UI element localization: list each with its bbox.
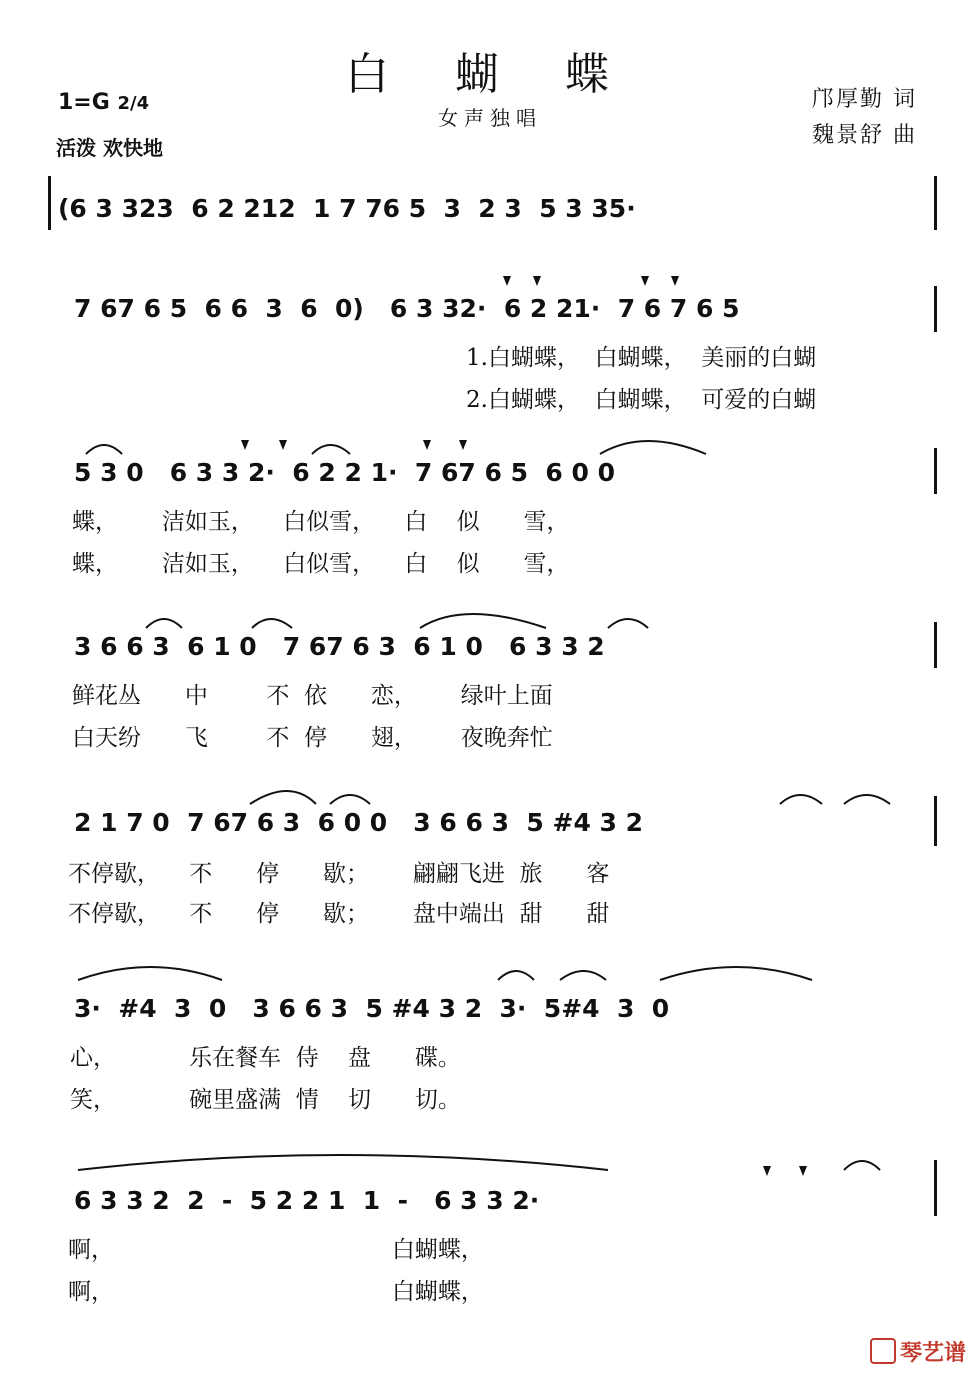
notation-row-6: 3· #4 3 0 3 6 6 3 5 #4 3 2 3· 5#4 3 0 [74, 994, 670, 1023]
key-label: 1=G [58, 90, 110, 115]
accent-mark [279, 440, 287, 450]
lyric-row-5-verse-2: 不停歇， 不 停 歇； 盘中端出 甜 甜 [68, 901, 610, 927]
lyric-row-7-verse-1: 啊， 白蝴蝶， [68, 1237, 484, 1263]
slur-mark [146, 619, 182, 628]
watermark-text: 琴艺谱 [899, 1341, 966, 1366]
lyric-row-6-verse-2: 笑， 碗里盛满 情 切 切。 [70, 1087, 461, 1113]
notation-row-7: 6 3 3 2 2 - 5 2 2 1 1 - 6 3 3 2· [74, 1186, 540, 1215]
accent-mark [503, 276, 511, 286]
notation-row-1: (6 3 323 6 2 212 1 7 76 5 3 2 3 5 3 35· [58, 194, 636, 223]
slur-mark [250, 791, 316, 804]
accent-mark [763, 1166, 771, 1176]
slur-mark [498, 971, 534, 980]
lyric-row-7-verse-2: 啊， 白蝴蝶， [68, 1279, 484, 1305]
slur-mark [600, 441, 706, 454]
slur-mark [844, 795, 890, 804]
accent-mark [241, 440, 249, 450]
lyric-row-4-verse-1: 鲜花丛 中 不 依 恋， 绿叶上面 [72, 683, 553, 709]
tempo-marking: 活泼 欢快地 [56, 136, 163, 160]
slur-mark [420, 614, 546, 628]
accent-mark [671, 276, 679, 286]
watermark [870, 1336, 966, 1367]
slur-mark [660, 967, 812, 980]
slur-mark [312, 445, 350, 454]
notation-row-4: 3 6 6 3 6 1 0 7 67 6 3 6 1 0 6 3 3 2 [74, 632, 605, 661]
song-subtitle: 女声独唱 [438, 106, 542, 130]
slur-mark [560, 971, 606, 980]
song-title: 白 蝴 蝶 [345, 49, 635, 100]
lyric-row-6-verse-1: 心， 乐在餐车 侍 盘 碟。 [70, 1045, 461, 1071]
lyricist-credit: 邝厚勤 词 [812, 87, 917, 112]
slur-mark [608, 619, 648, 628]
accent-mark [641, 276, 649, 286]
slur-mark [86, 445, 122, 454]
notation-row-5: 2 1 7 0 7 67 6 3 6 0 0 3 6 6 3 5 #4 3 2 [74, 808, 644, 837]
accent-mark [459, 440, 467, 450]
lyric-row-4-verse-2: 白天纷 飞 不 停 翅， 夜晚奔忙 [72, 725, 553, 751]
slur-mark [780, 795, 822, 804]
slur-mark [252, 619, 292, 628]
slur-mark [78, 1155, 608, 1170]
slur-mark [78, 967, 222, 980]
slur-mark [330, 795, 370, 804]
lyric-row-3-verse-1: 蝶， 洁如玉， 白似雪， 白 似 雪， [72, 509, 570, 535]
notation-row-3: 5 3 0 6 3 3 2· 6 2 2 1· 7 67 6 5 6 0 0 [74, 458, 615, 487]
time-signature: 2/4 [117, 93, 150, 114]
lyric-row-5-verse-1: 不停歇， 不 停 歇； 翩翩飞进 旅 客 [68, 861, 610, 887]
lyric-row-2-verse-1: 1.白蝴蝶， 白蝴蝶， 美丽的白蝴 [466, 345, 817, 371]
accent-mark [799, 1166, 807, 1176]
accent-mark [423, 440, 431, 450]
logo-icon [870, 1338, 896, 1364]
notation-row-2: 7 67 6 5 6 6 3 6 0) 6 3 32· 6 2 21· 7 6 7 6 5 [74, 294, 740, 323]
lyric-row-3-verse-2: 蝶， 洁如玉， 白似雪， 白 似 雪， [72, 551, 570, 577]
lyric-row-2-verse-2: 2.白蝴蝶， 白蝴蝶， 可爱的白蝴 [466, 387, 817, 413]
composer-credit: 魏景舒 曲 [812, 123, 917, 148]
accent-mark [533, 276, 541, 286]
slur-mark [844, 1161, 880, 1170]
